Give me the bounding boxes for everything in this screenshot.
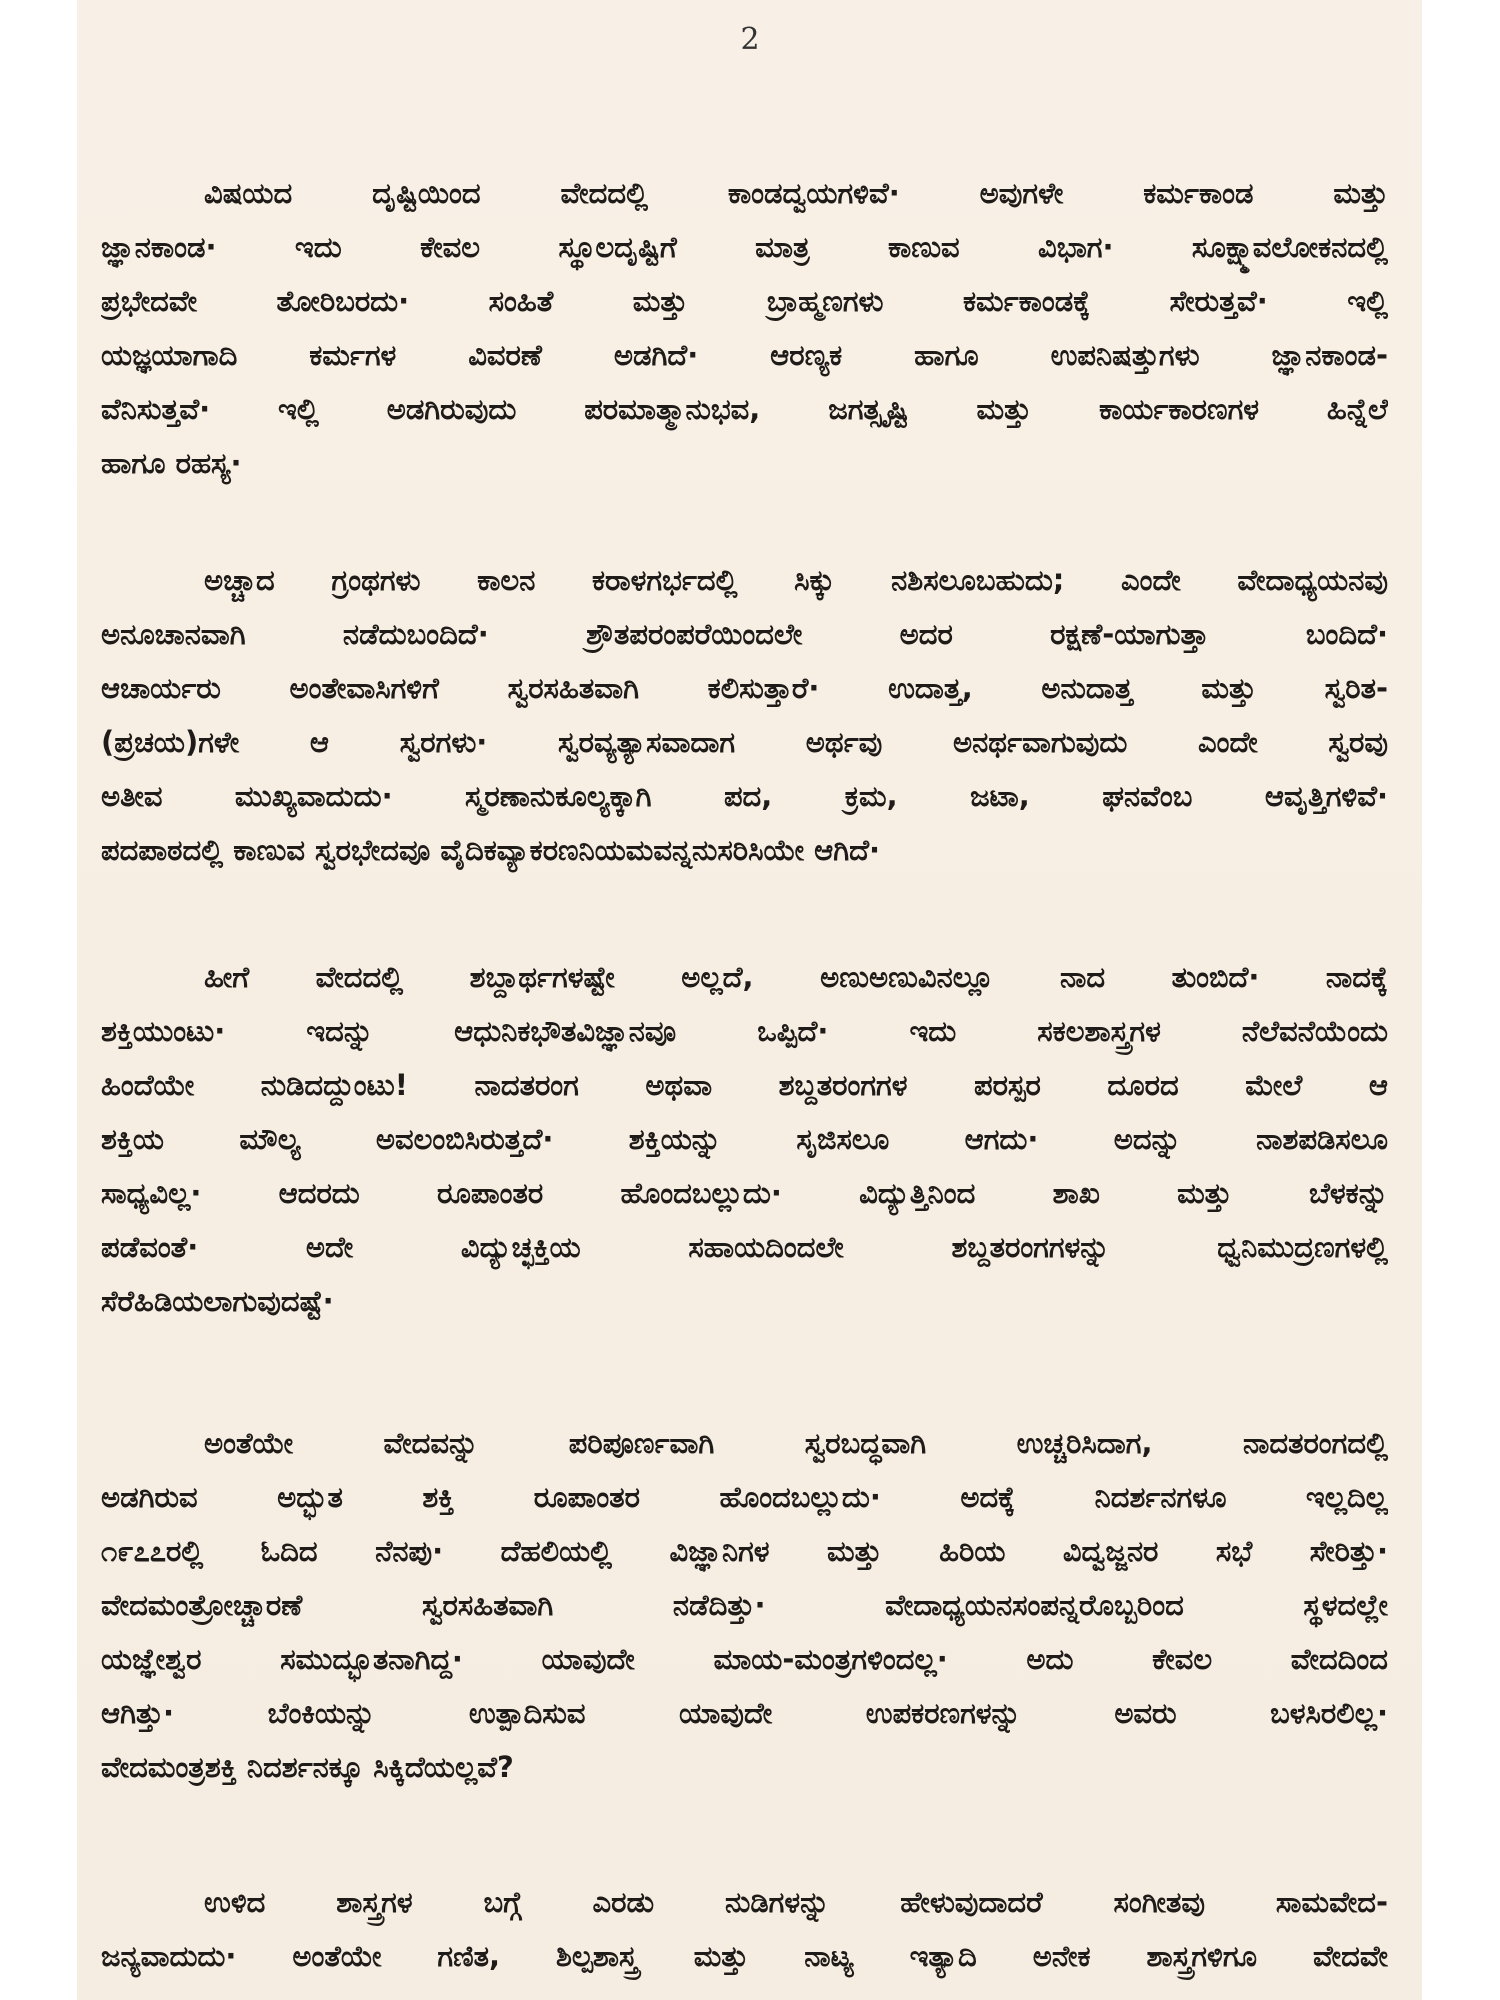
- paragraph-3: [101, 950, 1388, 1328]
- paragraph-1: [101, 166, 1388, 490]
- text-line: ಜನ್ಯವಾದುದು· ಅಂತೆಯೇ ಗಣಿತ, ಶಿಲ್ಪಶಾಸ್ತ್ರ ಮತ್ತು ನಾಟ್ಯ ಇತ್ಯಾದಿ ಅನೇಕ ಶಾಸ್ತ್ರಗಳಿಗೂ ವೇದವೇ: [101, 1939, 1388, 1973]
- text-line: ಆಚಾರ್ಯರು ಅಂತೇವಾಸಿಗಳಿಗೆ ಸ್ವರಸಹಿತವಾಗಿ ಕಲಿಸುತ್ತಾರೆ· ಉದಾತ್ತ, ಅನುದಾತ್ತ ಮತ್ತು ಸ್ವರಿತ-: [101, 671, 1388, 705]
- text-line: ವೇದಮಂತ್ರಶಕ್ತಿ ನಿದರ್ಶನಕ್ಕೂ ಸಿಕ್ಕಿದೆಯಲ್ಲವೆ?: [101, 1750, 514, 1784]
- text-line: ಅನೂಚಾನವಾಗಿ ನಡೆದುಬಂದಿದೆ· ಶ್ರೌತಪರಂಪರೆಯಿಂದಲೇ ಅದರ ರಕ್ಷಣೆ-ಯಾಗುತ್ತಾ ಬಂದಿದೆ·: [101, 617, 1388, 651]
- text-line: ಸಾಧ್ಯವಿಲ್ಲ· ಆದರದು ರೂಪಾಂತರ ಹೊಂದಬಲ್ಲುದು· ವಿದ್ಯುತ್ತಿನಿಂದ ಶಾಖ ಮತ್ತು ಬೆಳಕನ್ನು: [101, 1176, 1388, 1210]
- text-line: ಅಚ್ಚಾದ ಗ್ರಂಥಗಳು ಕಾಲನ ಕರಾಳಗರ್ಭದಲ್ಲಿ ಸಿಕ್ಕು ನಶಿಸಲೂಬಹುದು; ಎಂದೇ ವೇದಾಧ್ಯಯನವು: [204, 563, 1388, 597]
- text-line: ಯಜ್ಞೇಶ್ವರ ಸಮುದ್ಭೂತನಾಗಿದ್ದ· ಯಾವುದೇ ಮಾಯ-ಮಂತ್ರಗಳಿಂದಲ್ಲ· ಅದು ಕೇವಲ ವೇದದಿಂದ: [101, 1642, 1388, 1676]
- text-line: ಹಿಂದೆಯೇ ನುಡಿದದ್ದುಂಟು! ನಾದತರಂಗ ಅಥವಾ ಶಬ್ದತರಂಗಗಳ ಪರಸ್ಪರ ದೂರದ ಮೇಲೆ ಆ: [101, 1068, 1388, 1102]
- page-number: 2: [740, 22, 760, 57]
- text-line: ಅತೀವ ಮುಖ್ಯವಾದುದು· ಸ್ಮರಣಾನುಕೂಲ್ಯಕ್ಕಾಗಿ ಪದ, ಕ್ರಮ, ಜಟಾ, ಘನವೆಂಬ ಆವೃತ್ತಿಗಳಿವೆ·: [101, 779, 1388, 813]
- text-line: ಪ್ರಭೇದವೇ ತೋರಿಬರದು· ಸಂಹಿತೆ ಮತ್ತು ಬ್ರಾಹ್ಮಣಗಳು ಕರ್ಮಕಾಂಡಕ್ಕೆ ಸೇರುತ್ತವೆ· ಇಲ್ಲಿ: [101, 284, 1388, 318]
- text-line: ಅಡಗಿರುವ ಅದ್ಭುತ ಶಕ್ತಿ ರೂಪಾಂತರ ಹೊಂದಬಲ್ಲುದು· ಅದಕ್ಕೆ ನಿದರ್ಶನಗಳೂ ಇಲ್ಲದಿಲ್ಲ: [101, 1480, 1388, 1514]
- text-line: ಶಕ್ತಿಯ ಮೌಲ್ಯ ಅವಲಂಬಿಸಿರುತ್ತದೆ· ಶಕ್ತಿಯನ್ನು ಸೃಜಿಸಲೂ ಆಗದು· ಅದನ್ನು ನಾಶಪಡಿಸಲೂ: [101, 1122, 1388, 1156]
- text-line: (ಪ್ರಚಯ)ಗಳೇ ಆ ಸ್ವರಗಳು· ಸ್ವರವ್ಯತ್ಯಾಸವಾದಾಗ ಅರ್ಥವು ಅನರ್ಥವಾಗುವುದು ಎಂದೇ ಸ್ವರವು: [101, 725, 1388, 759]
- text-line: ಶಕ್ತಿಯುಂಟು· ಇದನ್ನು ಆಧುನಿಕಭೌತವಿಜ್ಞಾನವೂ ಒಪ್ಪಿದೆ· ಇದು ಸಕಲಶಾಸ್ತ್ರಗಳ ನೆಲೆವನೆಯೆಂದು: [101, 1014, 1388, 1048]
- text-line: ಹೀಗೆ ವೇದದಲ್ಲಿ ಶಬ್ದಾರ್ಥಗಳಷ್ಟೇ ಅಲ್ಲದೆ, ಅಣುಅಣುವಿನಲ್ಲೂ ನಾದ ತುಂಬಿದೆ· ನಾದಕ್ಕೆ: [204, 960, 1388, 994]
- text-line: ಆಗಿತ್ತು· ಬೆಂಕಿಯನ್ನು ಉತ್ಪಾದಿಸುವ ಯಾವುದೇ ಉಪಕರಣಗಳನ್ನು ಅವರು ಬಳಸಿರಲಿಲ್ಲ·: [101, 1696, 1388, 1730]
- text-line: ವಿಷಯದ ದೃಷ್ಟಿಯಿಂದ ವೇದದಲ್ಲಿ ಕಾಂಡದ್ವಯಗಳಿವೆ· ಅವುಗಳೇ ಕರ್ಮಕಾಂಡ ಮತ್ತು: [204, 176, 1388, 210]
- text-line: ಪಡೆವಂತೆ· ಅದೇ ವಿದ್ಯುಚ್ಛಕ್ತಿಯ ಸಹಾಯದಿಂದಲೇ ಶಬ್ದತರಂಗಗಳನ್ನು ಧ್ವನಿಮುದ್ರಣಗಳಲ್ಲಿ: [101, 1230, 1388, 1264]
- text-line: ಉಳಿದ ಶಾಸ್ತ್ರಗಳ ಬಗ್ಗೆ ಎರಡು ನುಡಿಗಳನ್ನು ಹೇಳುವುದಾದರೆ ಸಂಗೀತವು ಸಾಮವೇದ-: [204, 1885, 1388, 1919]
- paragraph-2: [101, 553, 1388, 877]
- text-line: ೧೯೭೭ರಲ್ಲಿ ಓದಿದ ನೆನಪು· ದೆಹಲಿಯಲ್ಲಿ ವಿಜ್ಞಾನಿಗಳ ಮತ್ತು ಹಿರಿಯ ವಿದ್ವಜ್ಜನರ ಸಭೆ ಸೇರಿತ್ತು·: [101, 1534, 1388, 1568]
- text-line: ಜ್ಞಾನಕಾಂಡ· ಇದು ಕೇವಲ ಸ್ಥೂಲದೃಷ್ಟಿಗೆ ಮಾತ್ರ ಕಾಣುವ ವಿಭಾಗ· ಸೂಕ್ಷ್ಮಾವಲೋಕನದಲ್ಲಿ: [101, 230, 1388, 264]
- text-line: ವೇದಮಂತ್ರೋಚ್ಚಾರಣೆ ಸ್ವರಸಹಿತವಾಗಿ ನಡೆದಿತ್ತು· ವೇದಾಧ್ಯಯನಸಂಪನ್ನರೊಬ್ಬರಿಂದ ಸ್ಥಳದಲ್ಲೇ: [101, 1588, 1388, 1622]
- text-line: ಅಂತೆಯೇ ವೇದವನ್ನು ಪರಿಪೂರ್ಣವಾಗಿ ಸ್ವರಬದ್ಧವಾಗಿ ಉಚ್ಚರಿಸಿದಾಗ, ನಾದತರಂಗದಲ್ಲಿ: [204, 1426, 1388, 1460]
- text-line: ಹಾಗೂ ರಹಸ್ಯ·: [101, 446, 242, 480]
- text-line: ಸೆರೆಹಿಡಿಯಲಾಗುವುದಷ್ಟೆ·: [101, 1284, 334, 1318]
- text-line: ಯಜ್ಞಯಾಗಾದಿ ಕರ್ಮಗಳ ವಿವರಣೆ ಅಡಗಿದೆ· ಆರಣ್ಯಕ ಹಾಗೂ ಉಪನಿಷತ್ತುಗಳು ಜ್ಞಾನಕಾಂಡ-: [101, 338, 1388, 372]
- text-line: ಪದಪಾಠದಲ್ಲಿ ಕಾಣುವ ಸ್ವರಭೇದವೂ ವೈದಿಕವ್ಯಾಕರಣನಿಯಮವನ್ನನುಸರಿಸಿಯೇ ಆಗಿದೆ·: [101, 833, 881, 867]
- text-line: ವೆನಿಸುತ್ತವೆ· ಇಲ್ಲಿ ಅಡಗಿರುವುದು ಪರಮಾತ್ಮಾನುಭವ, ಜಗತ್ಸೃಷ್ಟಿ ಮತ್ತು ಕಾರ್ಯಕಾರಣಗಳ ಹಿನ್ನೆಲೆ: [101, 392, 1388, 426]
- paragraph-4: [101, 1416, 1388, 1794]
- paragraph-5: [101, 1875, 1388, 1983]
